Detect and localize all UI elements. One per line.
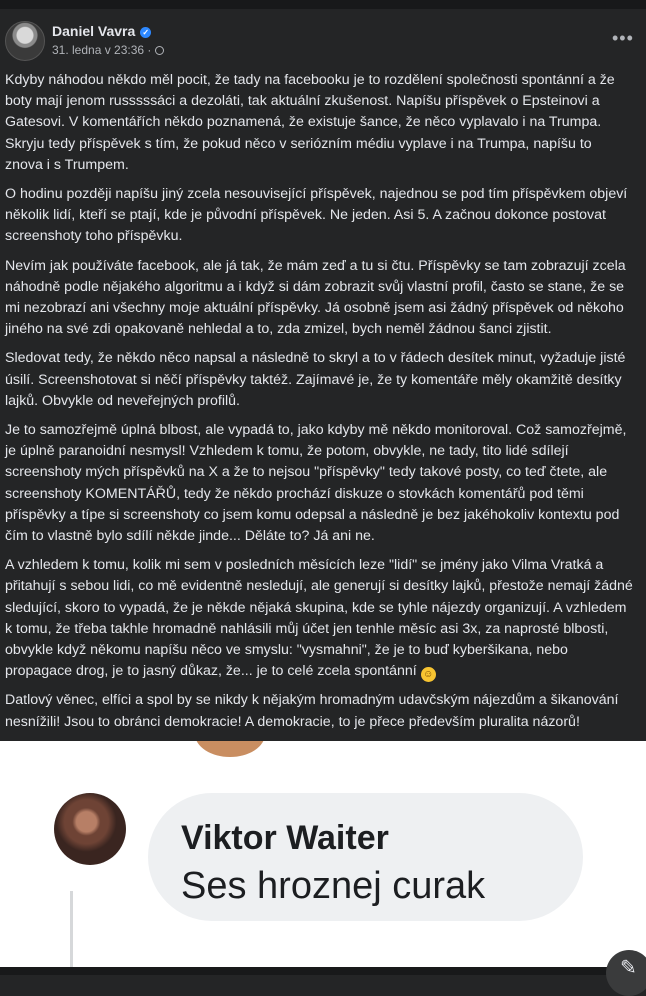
post-paragraph: Sledovat tedy, že někdo něco napsal a následně to skryl a to v řádech desítek minut, vyžaduje jisté úsilí. Screenshotovat si něčí příspěvky taktéž. Zajímavé je, že ty komentáře měly okamžitě desítky lajků. Obvykle od neveřejných profilů. [5, 350, 626, 409]
cropped-avatar [195, 741, 265, 757]
post-paragraph: O hodinu později napíšu jiný zcela nesouvisející příspěvek, najednou se pod tím příspěvkem objeví několik lidí, kteří se ptají, kde je původní příspěvek. Ne jeden. Asi 5. A začnou dokonce postovat screenshoty toho příspěvku. [5, 186, 628, 245]
smiling-face-emoji: ☺ [421, 667, 436, 682]
edit-icon[interactable]: ✎ [606, 950, 646, 996]
post-paragraph: Kdyby náhodou někdo měl pocit, že tady na facebooku je to rozdělení společnosti spontánní a že boty mají jenom russsssáci a dezoláti, tak aktuální zkušenost. Napíšu příspěvek o Epsteinovi a Gatesovi. V komentářích někdo poznamená, že existuje šance, že něco vyplavalo i na Trumpa. Skryju tedy příspěvek s tím, že pokud něco v seriózním médiu vyplave i na Trumpa, napíšu to znova i s Trumpem. [5, 72, 615, 173]
post-paragraph-with-emoji [5, 555, 633, 682]
bottom-edge [0, 967, 646, 975]
post-paragraph: Je to samozřejmě úplná blbost, ale vypadá to, jako kdyby mě někdo monitoroval. Což samozřejmě, je úplně paranoidní nesmysl! Vzhledem k tomu, že potom, obvykle, ne tady, tito lidé sdílejí screenshoty mých příspěvků na X a že to nejsou "příspěvky" tedy takové posty, co teď čtete, ale screenshoty KOMENTÁŘŮ, tedy že někdo prochází diskuze o stovkách komentářů pod těmi příspěvky a típe si screenshoty co jsem komu odepsal a následně je bez jakéhokoliv kontextu pod čím to vlastně bylo sdílí někde jinde... Děláte to? Já ani ne. [5, 422, 627, 545]
top-edge [0, 0, 646, 9]
commenter-name: Viktor Waiter [181, 819, 389, 857]
attached-screenshot[interactable] [0, 741, 646, 975]
more-options-icon[interactable]: ••• [612, 28, 634, 48]
post-meta [52, 43, 164, 57]
comment-text: Ses hroznej curak [181, 865, 486, 907]
author-name[interactable] [52, 23, 151, 39]
author-name-text[interactable]: Daniel Vavra [52, 23, 136, 39]
post-body [5, 70, 633, 741]
commenter-avatar [54, 793, 126, 865]
verified-badge-icon: ✓ [140, 27, 151, 38]
comment-bubble [148, 793, 583, 921]
post-paragraph: Datlový věnec, elfíci a spol by se nikdy k nějakým hromadným udavčským nájezdům a šikanování nesnížili! Jsou to obránci demokracie! A demokracie, to je přece především pluralita názorů! [5, 692, 619, 730]
thread-line [70, 891, 73, 975]
facebook-post [0, 9, 646, 741]
globe-icon [155, 46, 164, 55]
author-avatar[interactable] [5, 21, 45, 61]
post-timestamp[interactable]: 31. ledna v 23:36 · [52, 43, 152, 57]
post-paragraph-text: A vzhledem k tomu, kolik mi sem v posledních měsících leze "lidí" se jmény jako Vilma Vratká a přitahují s sebou lidi, co mě evidentně nesledují, ale generují si desítky lajků, přestože nemají žádné sledující, skoro to vypadá, že je někde nějaká skupina, kde se tyhle nájezdy organizují. A vzhledem k tomu, že třeba takhle hromadně nahlásili můj účet jen tenhle měsíc asi 3x, za naprosté blbosti, obvykle když někomu napíšu něco ve smyslu: "vysmahni", že je to buď kyberšikana, nebo propagace drog, je to jasný důkaz, že... je to celé zcela spontánní [5, 557, 633, 680]
post-paragraph: Nevím jak používáte facebook, ale já tak, že mám zeď a tu si čtu. Příspěvky se tam zobrazují zcela náhodně podle nějakého algoritmu a i když si dám zobrazit svůj vlastní profil, často se stane, že se mi nezobrazí ani všechny moje aktuální příspěvky. Já osobně jsem asi žádný příspěvek od někoho jiného na své zdi opakovaně nehledal a to, zda zmizel, bych neměl žádnou šanci zjistit. [5, 257, 626, 338]
